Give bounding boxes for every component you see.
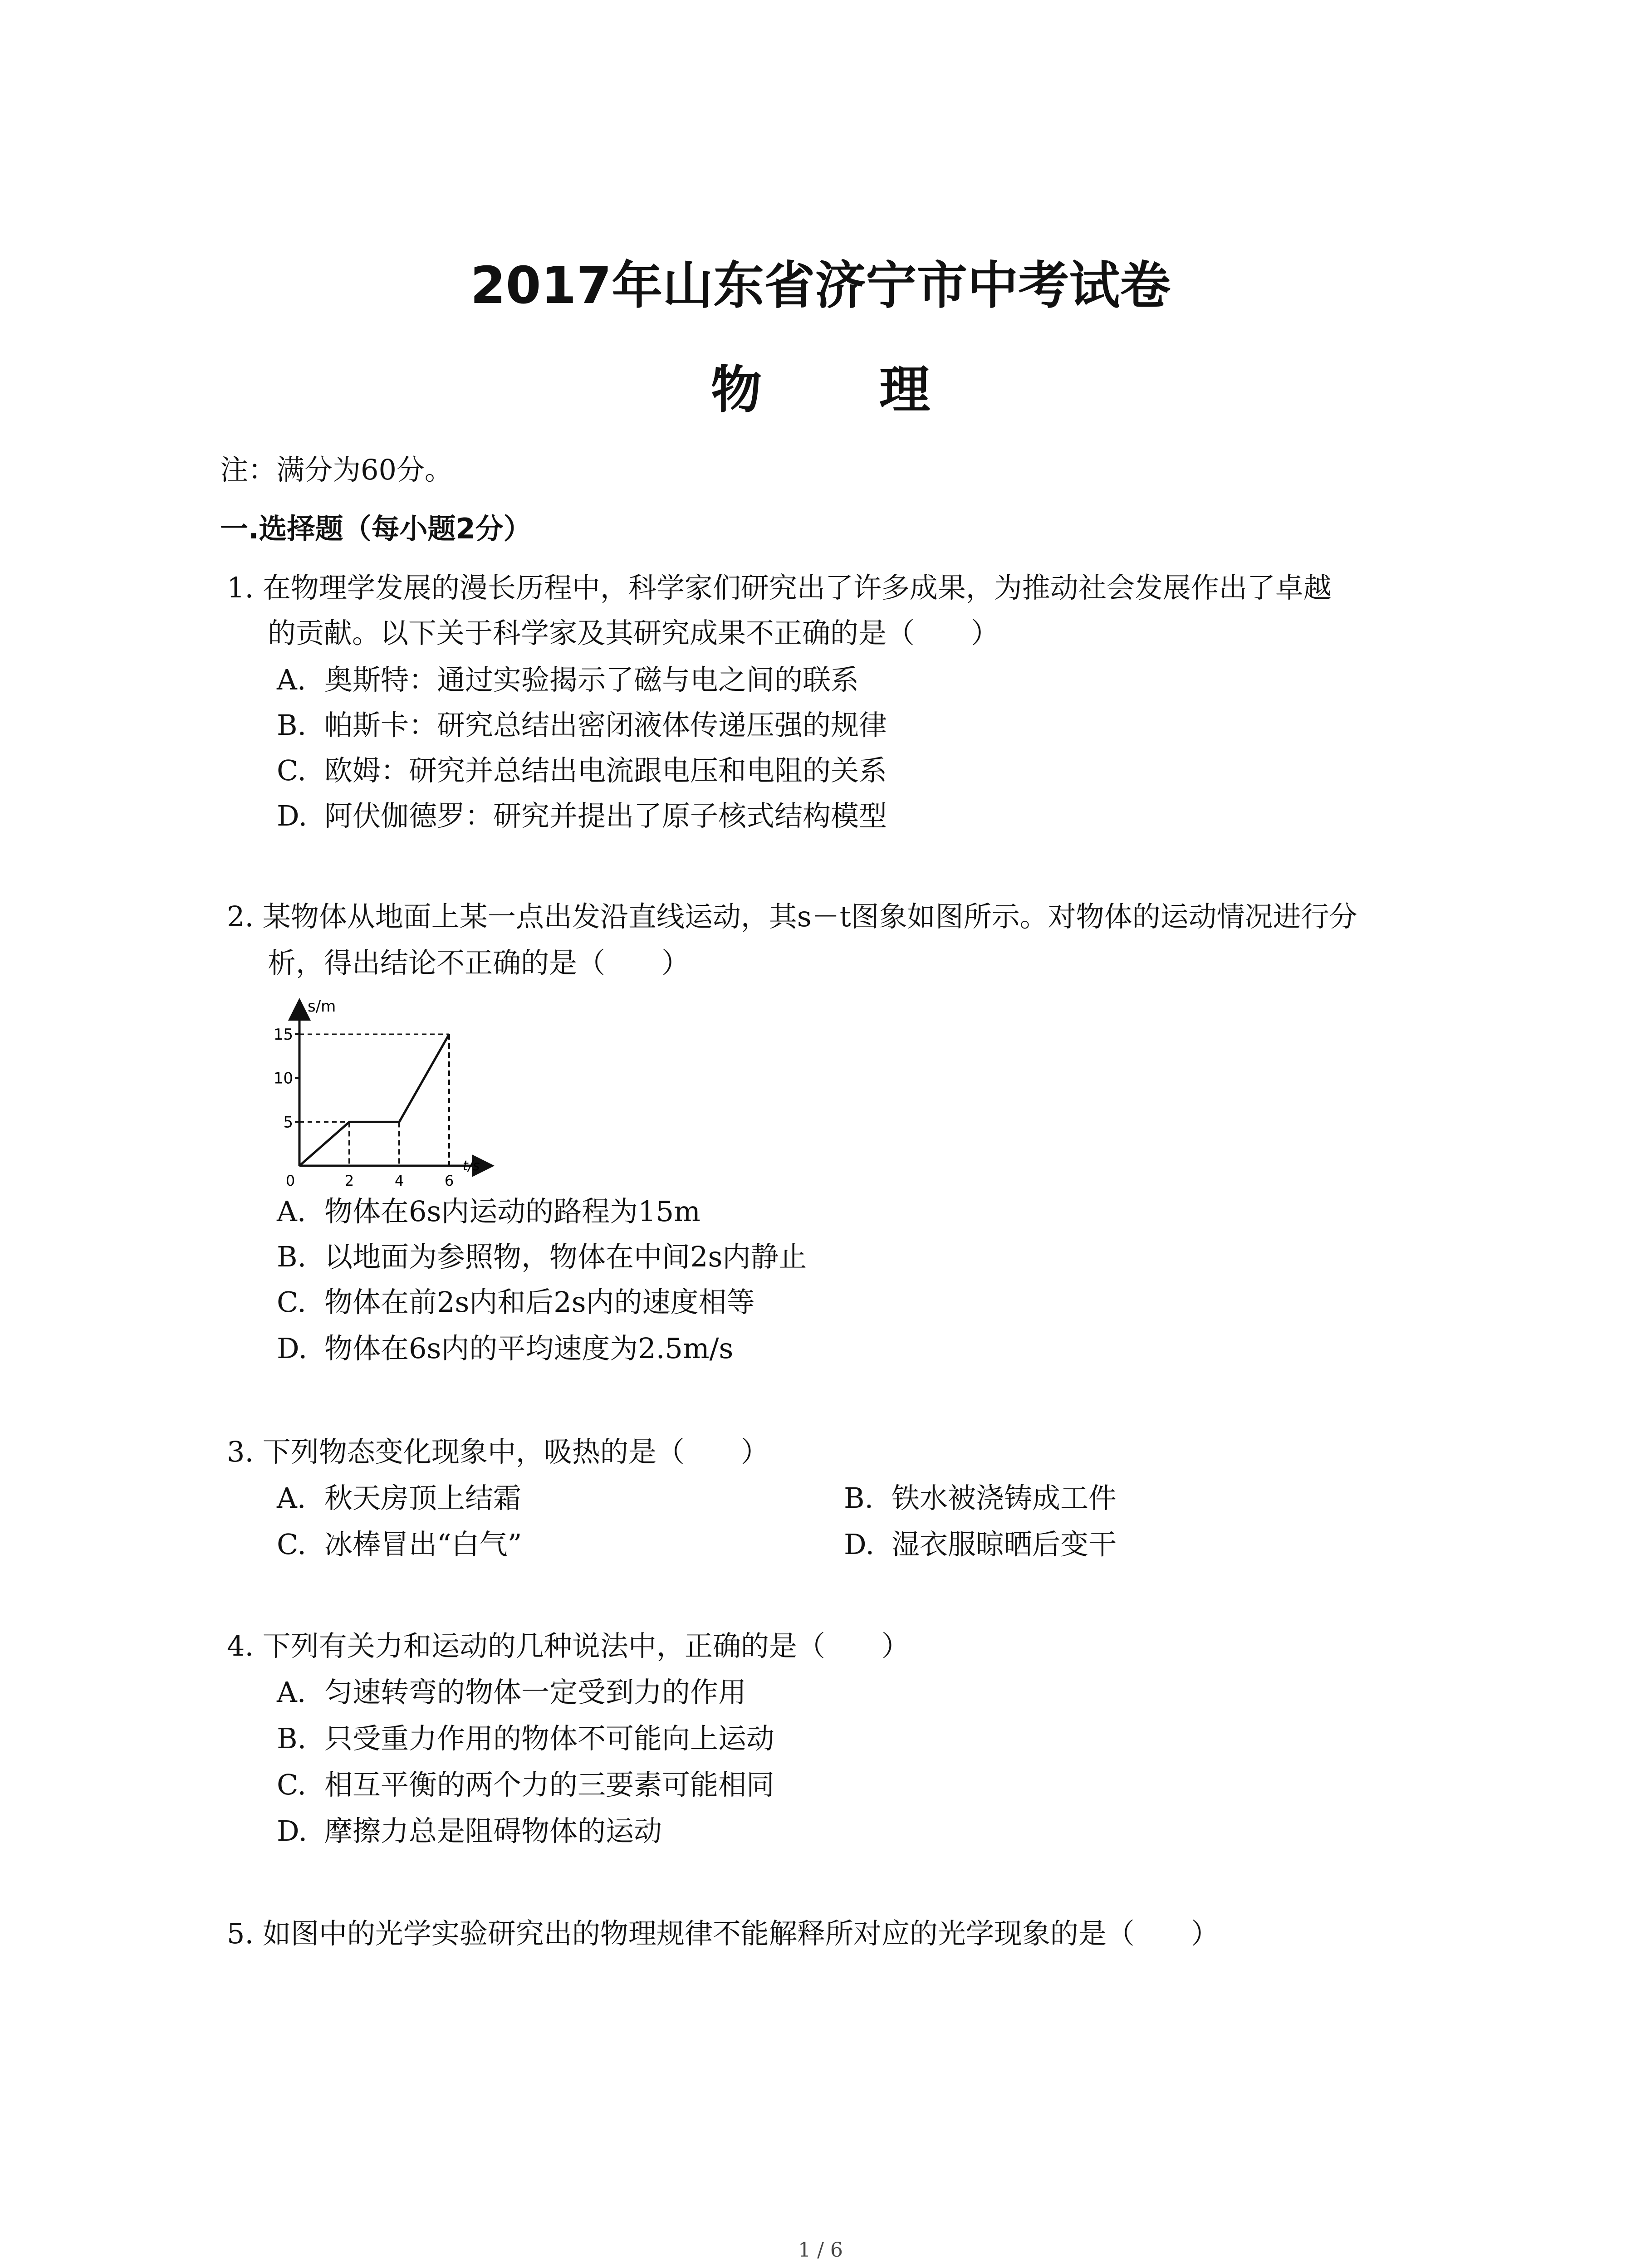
q1-stem-line1: 1. 在物理学发展的漫长历程中，科学家们研究出了许多成果，为推动社会发展作出了卓越 xyxy=(227,571,1332,604)
q2-option-b xyxy=(277,1240,807,1273)
option-text: 湿衣服晾晒后变干 xyxy=(892,1528,1117,1561)
series-line xyxy=(299,1034,449,1166)
option-letter: C. xyxy=(277,1528,306,1561)
option-text: 物体在前2s内和后2s内的速度相等 xyxy=(324,1286,755,1319)
option-letter: C. xyxy=(277,754,306,787)
x-tick-label: 6 xyxy=(444,1172,454,1189)
option-letter: B. xyxy=(277,1722,307,1755)
page-number: 1 / 6 xyxy=(798,2239,843,2262)
x-tick-label: 4 xyxy=(394,1172,404,1189)
option-text: 铁水被浇铸成工件 xyxy=(892,1481,1117,1515)
q1-stem-line2: 的贡献。以下关于科学家及其研究成果不正确的是（ ） xyxy=(268,616,999,650)
option-letter: C. xyxy=(277,1768,306,1801)
option-letter: B. xyxy=(844,1481,874,1515)
option-letter: A. xyxy=(277,1195,306,1228)
option-letter: A. xyxy=(277,1676,306,1709)
option-letter: D. xyxy=(277,799,308,832)
section-heading: 一.选择题（每小题2分） xyxy=(220,512,532,545)
q3-option-a xyxy=(277,1481,522,1515)
q4-option-a xyxy=(277,1676,747,1709)
q2-stem-line2: 析，得出结论不正确的是（ ） xyxy=(268,946,690,979)
option-letter: D. xyxy=(277,1332,308,1365)
option-text: 物体在6s内的平均速度为2.5m/s xyxy=(324,1332,734,1365)
option-letter: D. xyxy=(844,1528,875,1561)
q4-option-b xyxy=(277,1722,775,1755)
option-letter: C. xyxy=(277,1286,306,1319)
q1-option-b xyxy=(277,709,887,742)
q2-stem-line1: 2. 某物体从地面上某一点出发沿直线运动，其s－t图象如图所示。对物体的运动情况进行分 xyxy=(227,900,1357,933)
q1-option-d xyxy=(277,799,887,832)
option-letter: B. xyxy=(277,1240,307,1273)
option-text: 阿伏伽德罗：研究并提出了原子核式结构模型 xyxy=(324,799,887,832)
q2-option-d xyxy=(277,1334,733,1363)
option-letter: A. xyxy=(277,663,306,696)
q3-option-c xyxy=(277,1530,522,1559)
option-text: 欧姆：研究并总结出电流跟电压和电阻的关系 xyxy=(324,754,887,787)
q4-stem: 4. 下列有关力和运动的几种说法中，正确的是（ ） xyxy=(227,1629,910,1662)
q3-option-d xyxy=(844,1530,1117,1559)
y-tick-label: 10 xyxy=(273,1069,293,1088)
option-text: 匀速转弯的物体一定受到力的作用 xyxy=(324,1676,747,1709)
option-letter: B. xyxy=(277,709,307,742)
option-text: 物体在6s内运动的路程为15m xyxy=(324,1195,700,1228)
subject-title: 物 理 xyxy=(711,361,980,420)
option-letter: D. xyxy=(277,1814,308,1848)
q2-option-a xyxy=(277,1195,700,1228)
y-axis-label: s/m xyxy=(308,997,336,1016)
y-tick-label: 5 xyxy=(283,1113,293,1132)
q1-option-a xyxy=(277,663,859,696)
q4-option-c xyxy=(277,1768,775,1801)
option-text: 只受重力作用的物体不可能向上运动 xyxy=(324,1722,775,1755)
option-text: 奥斯特：通过实验揭示了磁与电之间的联系 xyxy=(324,663,859,696)
q5-stem: 5. 如图中的光学实验研究出的物理规律不能解释所对应的光学现象的是（ ） xyxy=(227,1917,1219,1950)
q1-option-c xyxy=(277,754,887,787)
q3-option-b xyxy=(844,1481,1117,1515)
option-text: 秋天房顶上结霜 xyxy=(324,1481,522,1515)
score-note: 注：满分为60分。 xyxy=(220,453,453,486)
option-text: 摩擦力总是阻碍物体的运动 xyxy=(324,1814,662,1848)
option-text: 以地面为参照物，物体在中间2s内静止 xyxy=(324,1240,807,1273)
q4-option-d xyxy=(277,1814,662,1848)
s-t-graph xyxy=(273,989,513,1189)
option-letter: A. xyxy=(277,1481,306,1515)
option-text: 帕斯卡：研究总结出密闭液体传递压强的规律 xyxy=(324,709,887,742)
document-title: 2017年山东省济宁市中考试卷 xyxy=(470,256,1171,315)
x-tick-label: 2 xyxy=(344,1172,354,1189)
option-text: 冰棒冒出“白气” xyxy=(324,1528,522,1561)
x-tick-label: 0 xyxy=(285,1172,295,1189)
q3-stem: 3. 下列物态变化现象中，吸热的是（ ） xyxy=(227,1435,769,1468)
q2-option-c xyxy=(277,1286,755,1319)
option-text: 相互平衡的两个力的三要素可能相同 xyxy=(324,1768,775,1801)
y-tick-label: 15 xyxy=(273,1026,293,1044)
x-axis-label: t/s xyxy=(463,1158,480,1174)
